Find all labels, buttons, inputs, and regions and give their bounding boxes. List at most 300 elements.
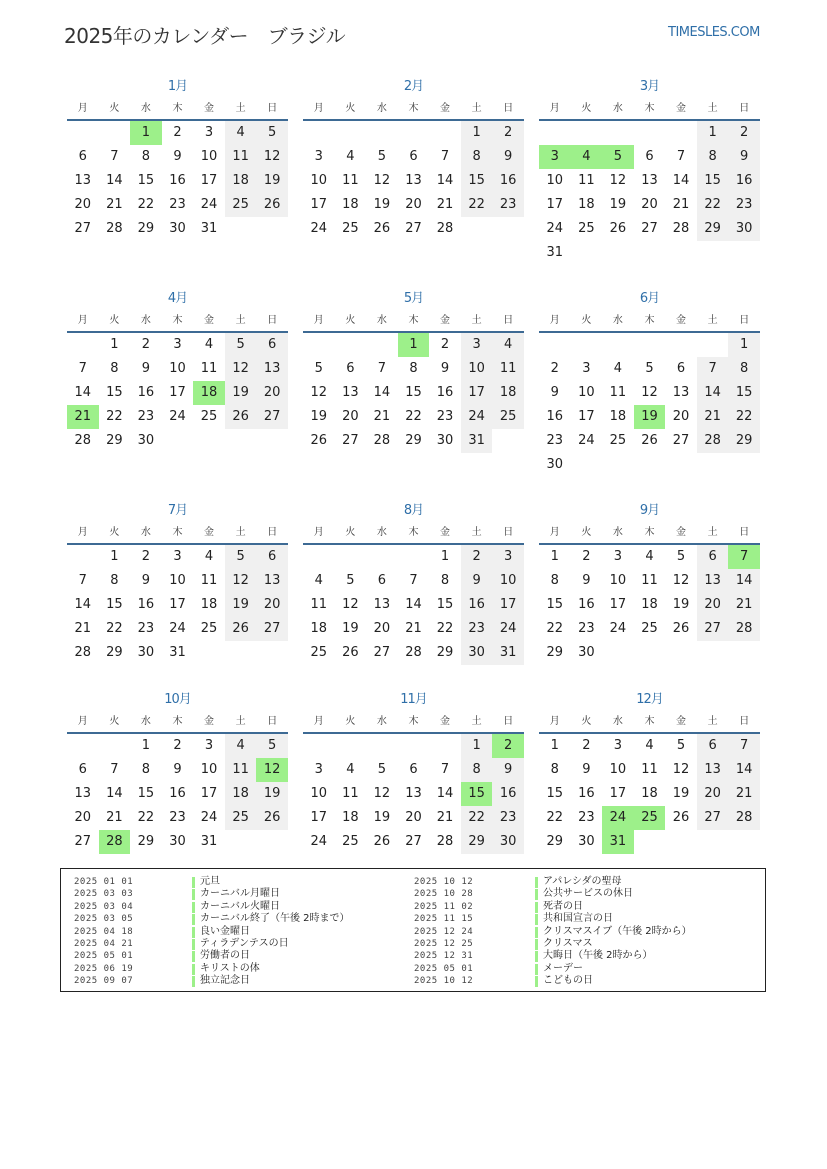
weekday-header: 金 <box>440 315 451 326</box>
day-cell: 24 <box>169 409 186 424</box>
day-cell: 11 <box>641 573 658 588</box>
holiday-day-cell: 1 <box>130 121 162 145</box>
weekday-header: 火 <box>345 527 356 538</box>
day-cell: 19 <box>373 810 391 825</box>
day-cell: 27 <box>342 433 359 448</box>
holiday-day-cell: 28 <box>99 830 131 854</box>
day-cell: 16 <box>461 593 493 617</box>
weekday-header: 木 <box>172 527 183 538</box>
holiday-name: 良い金曜日 <box>200 925 250 937</box>
day-cell: 19 <box>609 197 627 212</box>
month-name: 8月 <box>403 503 424 518</box>
holiday-date: 2025 11 02 <box>414 901 474 912</box>
day-cell: 7 <box>78 573 87 588</box>
day-cell: 23 <box>461 617 493 641</box>
day-cell: 19 <box>256 782 288 806</box>
day-cell: 23 <box>492 193 524 217</box>
day-cell: 3 <box>314 149 323 164</box>
day-cell: 29 <box>546 645 564 660</box>
day-cell: 11 <box>609 385 627 400</box>
day-cell: 3 <box>204 738 214 753</box>
day-cell: 5 <box>676 549 686 564</box>
weekday-header: 土 <box>471 103 482 114</box>
weekday-header: 水 <box>376 716 387 727</box>
holiday-day-cell: 3 <box>539 145 571 169</box>
weekday-header: 金 <box>440 527 451 538</box>
day-cell: 22 <box>106 621 123 636</box>
day-cell: 13 <box>405 173 422 188</box>
day-cell: 13 <box>342 385 359 400</box>
day-cell: 30 <box>546 457 564 472</box>
day-cell: 13 <box>405 786 422 801</box>
weekday-header: 水 <box>376 527 387 538</box>
weekday-header: 土 <box>707 716 718 727</box>
weekday-header: 水 <box>376 103 387 114</box>
holiday-marker <box>535 889 538 900</box>
day-cell: 6 <box>377 573 387 588</box>
day-cell: 10 <box>578 385 595 400</box>
day-cell: 13 <box>74 786 92 801</box>
day-cell: 25 <box>310 645 328 660</box>
day-cell: 22 <box>137 810 155 825</box>
day-cell: 8 <box>461 758 493 782</box>
holiday-date: 2025 10 12 <box>414 877 474 887</box>
day-cell: 13 <box>373 597 391 612</box>
day-cell: 8 <box>550 573 559 588</box>
day-cell: 13 <box>697 569 729 593</box>
day-cell: 19 <box>225 593 257 617</box>
day-cell: 10 <box>169 361 186 376</box>
day-cell: 3 <box>314 762 323 777</box>
day-cell: 17 <box>461 381 493 405</box>
day-cell: 24 <box>578 433 595 448</box>
day-cell: 19 <box>672 597 690 612</box>
day-cell: 30 <box>492 830 524 854</box>
day-cell: 1 <box>461 121 493 145</box>
day-cell: 30 <box>137 645 155 660</box>
day-cell: 25 <box>200 621 218 636</box>
day-cell: 15 <box>137 173 155 188</box>
day-cell: 26 <box>225 617 257 641</box>
day-cell: 14 <box>405 597 422 612</box>
day-cell: 2 <box>173 738 182 753</box>
month-name: 9月 <box>639 503 660 518</box>
holiday-date: 2025 12 25 <box>414 939 474 949</box>
weekday-header: 日 <box>739 716 750 727</box>
weekday-header: 金 <box>204 716 215 727</box>
day-cell: 15 <box>697 169 729 193</box>
day-cell: 14 <box>106 786 123 801</box>
day-cell: 20 <box>641 197 658 212</box>
day-cell: 13 <box>256 569 288 593</box>
day-cell: 25 <box>200 409 218 424</box>
day-cell: 23 <box>169 810 186 825</box>
day-cell: 27 <box>697 617 729 641</box>
weekday-header: 日 <box>503 315 514 326</box>
day-cell: 15 <box>546 786 564 801</box>
day-cell: 5 <box>645 361 654 376</box>
holiday-date: 2025 05 01 <box>414 963 474 974</box>
day-cell: 19 <box>672 786 690 801</box>
day-cell: 26 <box>672 810 690 825</box>
day-cell: 6 <box>645 149 654 164</box>
weekday-header: 月 <box>549 103 560 114</box>
weekday-header: 日 <box>267 103 278 114</box>
day-cell: 7 <box>440 762 450 777</box>
day-cell: 17 <box>609 597 627 612</box>
day-cell: 12 <box>225 357 257 381</box>
day-cell: 29 <box>137 221 155 236</box>
weekday-header: 土 <box>707 315 718 326</box>
weekday-header: 土 <box>235 103 246 114</box>
day-cell: 11 <box>200 361 218 376</box>
day-cell: 17 <box>169 597 186 612</box>
holiday-day-cell: 19 <box>634 405 666 429</box>
day-cell: 8 <box>728 357 760 381</box>
holiday-marker <box>192 939 195 950</box>
holiday-name: カーニバル終了（午後 2時まで） <box>200 913 350 925</box>
day-cell: 10 <box>609 573 627 588</box>
day-cell: 6 <box>78 762 87 777</box>
day-cell: 22 <box>728 405 760 429</box>
day-cell: 21 <box>106 810 123 825</box>
day-cell: 20 <box>405 197 422 212</box>
day-cell: 10 <box>461 357 493 381</box>
holiday-date: 2025 10 28 <box>414 889 474 900</box>
day-cell: 6 <box>256 333 288 357</box>
day-cell: 23 <box>578 810 595 825</box>
day-cell: 16 <box>546 409 564 424</box>
day-cell: 22 <box>405 409 422 424</box>
day-cell: 23 <box>436 409 454 424</box>
day-cell: 25 <box>342 834 359 849</box>
weekday-header: 火 <box>581 716 592 727</box>
day-cell: 8 <box>110 573 119 588</box>
day-cell: 16 <box>137 385 155 400</box>
holiday-marker <box>535 902 538 913</box>
holiday-date: 2025 05 01 <box>74 951 134 962</box>
holiday-name: クリスマスイブ（午後 2時から） <box>543 925 692 937</box>
day-cell: 16 <box>137 597 155 612</box>
day-cell: 28 <box>697 429 729 453</box>
day-cell: 5 <box>346 573 355 588</box>
day-cell: 9 <box>141 361 151 376</box>
day-cell: 11 <box>225 758 257 782</box>
day-cell: 14 <box>373 385 391 400</box>
day-cell: 26 <box>373 221 391 236</box>
day-cell: 21 <box>728 593 760 617</box>
weekday-header: 水 <box>612 103 623 114</box>
holiday-day-cell: 4 <box>571 145 603 169</box>
day-cell: 30 <box>169 834 186 849</box>
day-cell: 18 <box>342 810 359 825</box>
holiday-marker <box>192 976 195 987</box>
day-cell: 1 <box>550 549 559 564</box>
weekday-header: 木 <box>408 103 419 114</box>
day-cell: 17 <box>492 593 524 617</box>
day-cell: 28 <box>436 221 454 236</box>
day-cell: 2 <box>461 545 493 569</box>
weekday-header: 金 <box>440 716 451 727</box>
day-cell: 29 <box>697 217 729 241</box>
day-cell: 2 <box>582 738 591 753</box>
month-name: 3月 <box>639 79 660 94</box>
holiday-marker <box>535 951 538 962</box>
day-cell: 10 <box>492 569 524 593</box>
day-cell: 16 <box>169 786 186 801</box>
holiday-date: 2025 03 04 <box>74 901 134 912</box>
day-cell: 26 <box>225 405 257 429</box>
day-cell: 29 <box>461 830 493 854</box>
day-cell: 3 <box>613 549 623 564</box>
day-cell: 1 <box>550 738 559 753</box>
day-cell: 5 <box>377 762 387 777</box>
day-cell: 4 <box>492 333 524 357</box>
day-cell: 26 <box>310 433 328 448</box>
day-cell: 17 <box>310 810 328 825</box>
weekday-header: 木 <box>644 527 655 538</box>
holiday-date: 2025 01 01 <box>74 877 134 887</box>
day-cell: 20 <box>672 409 690 424</box>
day-cell: 4 <box>204 549 214 564</box>
day-cell: 7 <box>697 357 729 381</box>
day-cell: 9 <box>550 385 559 400</box>
day-cell: 12 <box>342 597 359 612</box>
day-cell: 24 <box>310 834 328 849</box>
holiday-marker <box>192 914 195 925</box>
day-cell: 23 <box>137 621 155 636</box>
day-cell: 13 <box>256 357 288 381</box>
month-name: 1月 <box>167 79 188 94</box>
weekday-header: 木 <box>644 315 655 326</box>
day-cell: 12 <box>641 385 658 400</box>
weekday-header: 日 <box>503 527 514 538</box>
day-cell: 21 <box>672 197 690 212</box>
day-cell: 26 <box>256 193 288 217</box>
day-cell: 10 <box>546 173 564 188</box>
day-cell: 30 <box>578 834 595 849</box>
weekday-header: 火 <box>109 527 120 538</box>
day-cell: 27 <box>373 645 391 660</box>
page-title: 2025年のカレンダー ブラジル <box>64 24 346 48</box>
holiday-day-cell: 21 <box>67 405 99 429</box>
day-cell: 22 <box>106 409 123 424</box>
holiday-marker <box>535 939 538 950</box>
day-cell: 4 <box>645 738 654 753</box>
day-cell: 15 <box>461 169 493 193</box>
weekday-header: 金 <box>676 527 687 538</box>
day-cell: 21 <box>697 405 729 429</box>
day-cell: 2 <box>582 549 591 564</box>
holiday-date: 2025 03 05 <box>74 914 134 925</box>
day-cell: 26 <box>609 221 627 236</box>
day-cell: 14 <box>672 173 690 188</box>
day-cell: 15 <box>728 381 760 405</box>
day-cell: 27 <box>672 433 690 448</box>
weekday-header: 月 <box>313 527 324 538</box>
weekday-header: 日 <box>267 315 278 326</box>
day-cell: 29 <box>137 834 155 849</box>
day-cell: 19 <box>342 621 359 636</box>
day-cell: 9 <box>492 758 524 782</box>
holiday-marker <box>192 889 195 900</box>
day-cell: 9 <box>141 573 151 588</box>
day-cell: 15 <box>137 786 155 801</box>
weekday-header: 木 <box>644 103 655 114</box>
weekday-header: 土 <box>707 103 718 114</box>
day-cell: 11 <box>342 173 359 188</box>
weekday-header: 月 <box>313 315 324 326</box>
holiday-day-cell: 12 <box>256 758 288 782</box>
holiday-day-cell: 25 <box>634 806 666 830</box>
day-cell: 28 <box>436 834 454 849</box>
day-cell: 28 <box>405 645 422 660</box>
day-cell: 24 <box>200 810 218 825</box>
day-cell: 15 <box>436 597 454 612</box>
day-cell: 22 <box>546 810 564 825</box>
day-cell: 24 <box>546 221 564 236</box>
day-cell: 6 <box>697 545 729 569</box>
day-cell: 20 <box>74 197 92 212</box>
weekday-header: 土 <box>471 527 482 538</box>
day-cell: 9 <box>173 762 182 777</box>
day-cell: 26 <box>342 645 359 660</box>
weekday-header: 水 <box>140 315 151 326</box>
brand-logo-text[interactable]: TIMESLES.COM <box>668 25 760 40</box>
weekday-header: 月 <box>77 103 88 114</box>
day-cell: 13 <box>641 173 658 188</box>
weekday-header: 日 <box>739 527 750 538</box>
day-cell: 17 <box>546 197 564 212</box>
day-cell: 11 <box>200 573 218 588</box>
holiday-name: キリストの体 <box>200 962 260 974</box>
day-cell: 12 <box>310 385 328 400</box>
holiday-day-cell: 31 <box>602 830 634 854</box>
day-cell: 5 <box>256 734 288 758</box>
holiday-day-cell: 7 <box>728 545 760 569</box>
day-cell: 29 <box>106 433 123 448</box>
day-cell: 6 <box>697 734 729 758</box>
day-cell: 8 <box>461 145 493 169</box>
day-cell: 12 <box>256 145 288 169</box>
weekday-header: 木 <box>172 716 183 727</box>
holiday-name: 労働者の日 <box>200 950 250 962</box>
holiday-date: 2025 12 31 <box>414 951 474 962</box>
weekday-header: 木 <box>644 716 655 727</box>
weekday-header: 月 <box>549 315 560 326</box>
holiday-date: 2025 04 18 <box>74 926 134 937</box>
month-name: 11月 <box>400 692 427 707</box>
day-cell: 20 <box>342 409 359 424</box>
day-cell: 25 <box>492 405 524 429</box>
weekday-header: 木 <box>408 716 419 727</box>
day-cell: 16 <box>169 173 186 188</box>
day-cell: 10 <box>200 149 218 164</box>
month-name: 5月 <box>403 291 424 306</box>
day-cell: 2 <box>141 337 151 352</box>
weekday-header: 火 <box>109 716 120 727</box>
weekday-header: 火 <box>109 103 120 114</box>
day-cell: 26 <box>672 621 690 636</box>
day-cell: 6 <box>409 762 418 777</box>
weekday-header: 土 <box>471 315 482 326</box>
day-cell: 22 <box>461 193 493 217</box>
weekday-header: 金 <box>676 315 687 326</box>
weekday-header: 金 <box>204 315 215 326</box>
day-cell: 9 <box>440 361 450 376</box>
day-cell: 14 <box>74 597 92 612</box>
holiday-marker <box>535 914 538 925</box>
day-cell: 5 <box>225 545 257 569</box>
day-cell: 15 <box>546 597 564 612</box>
day-cell: 2 <box>492 121 524 145</box>
day-cell: 27 <box>256 405 288 429</box>
day-cell: 18 <box>609 409 627 424</box>
day-cell: 1 <box>728 333 760 357</box>
day-cell: 12 <box>672 762 690 777</box>
month-name: 7月 <box>167 503 188 518</box>
day-cell: 31 <box>200 834 218 849</box>
day-cell: 1 <box>461 734 493 758</box>
weekday-header: 月 <box>77 716 88 727</box>
holiday-list <box>60 868 766 992</box>
holiday-day-cell: 15 <box>461 782 493 806</box>
day-cell: 14 <box>728 758 760 782</box>
weekday-header: 火 <box>581 527 592 538</box>
day-cell: 7 <box>440 149 450 164</box>
day-cell: 26 <box>256 806 288 830</box>
day-cell: 11 <box>492 357 524 381</box>
day-cell: 25 <box>225 193 257 217</box>
day-cell: 9 <box>461 569 493 593</box>
day-cell: 10 <box>609 762 627 777</box>
holiday-marker <box>192 902 195 913</box>
day-cell: 25 <box>342 221 359 236</box>
day-cell: 2 <box>728 121 760 145</box>
day-cell: 7 <box>377 361 387 376</box>
day-cell: 18 <box>641 786 658 801</box>
day-cell: 7 <box>728 734 760 758</box>
day-cell: 20 <box>697 782 729 806</box>
holiday-day-cell: 1 <box>398 333 430 357</box>
day-cell: 5 <box>676 738 686 753</box>
month-header-rule <box>539 331 760 333</box>
day-cell: 19 <box>225 381 257 405</box>
day-cell: 15 <box>106 385 123 400</box>
day-cell: 8 <box>440 573 450 588</box>
weekday-header: 日 <box>739 315 750 326</box>
weekday-header: 水 <box>376 315 387 326</box>
day-cell: 17 <box>609 786 627 801</box>
day-cell: 17 <box>200 173 218 188</box>
day-cell: 25 <box>225 806 257 830</box>
day-cell: 12 <box>225 569 257 593</box>
day-cell: 12 <box>373 173 391 188</box>
day-cell: 2 <box>141 549 151 564</box>
day-cell: 14 <box>106 173 123 188</box>
day-cell: 15 <box>405 385 422 400</box>
month-name: 10月 <box>164 692 191 707</box>
day-cell: 1 <box>110 549 119 564</box>
day-cell: 17 <box>200 786 218 801</box>
day-cell: 28 <box>106 221 123 236</box>
day-cell: 4 <box>225 734 257 758</box>
day-cell: 7 <box>110 762 119 777</box>
day-cell: 12 <box>672 573 690 588</box>
day-cell: 21 <box>436 197 454 212</box>
weekday-header: 木 <box>408 527 419 538</box>
day-cell: 1 <box>110 337 119 352</box>
